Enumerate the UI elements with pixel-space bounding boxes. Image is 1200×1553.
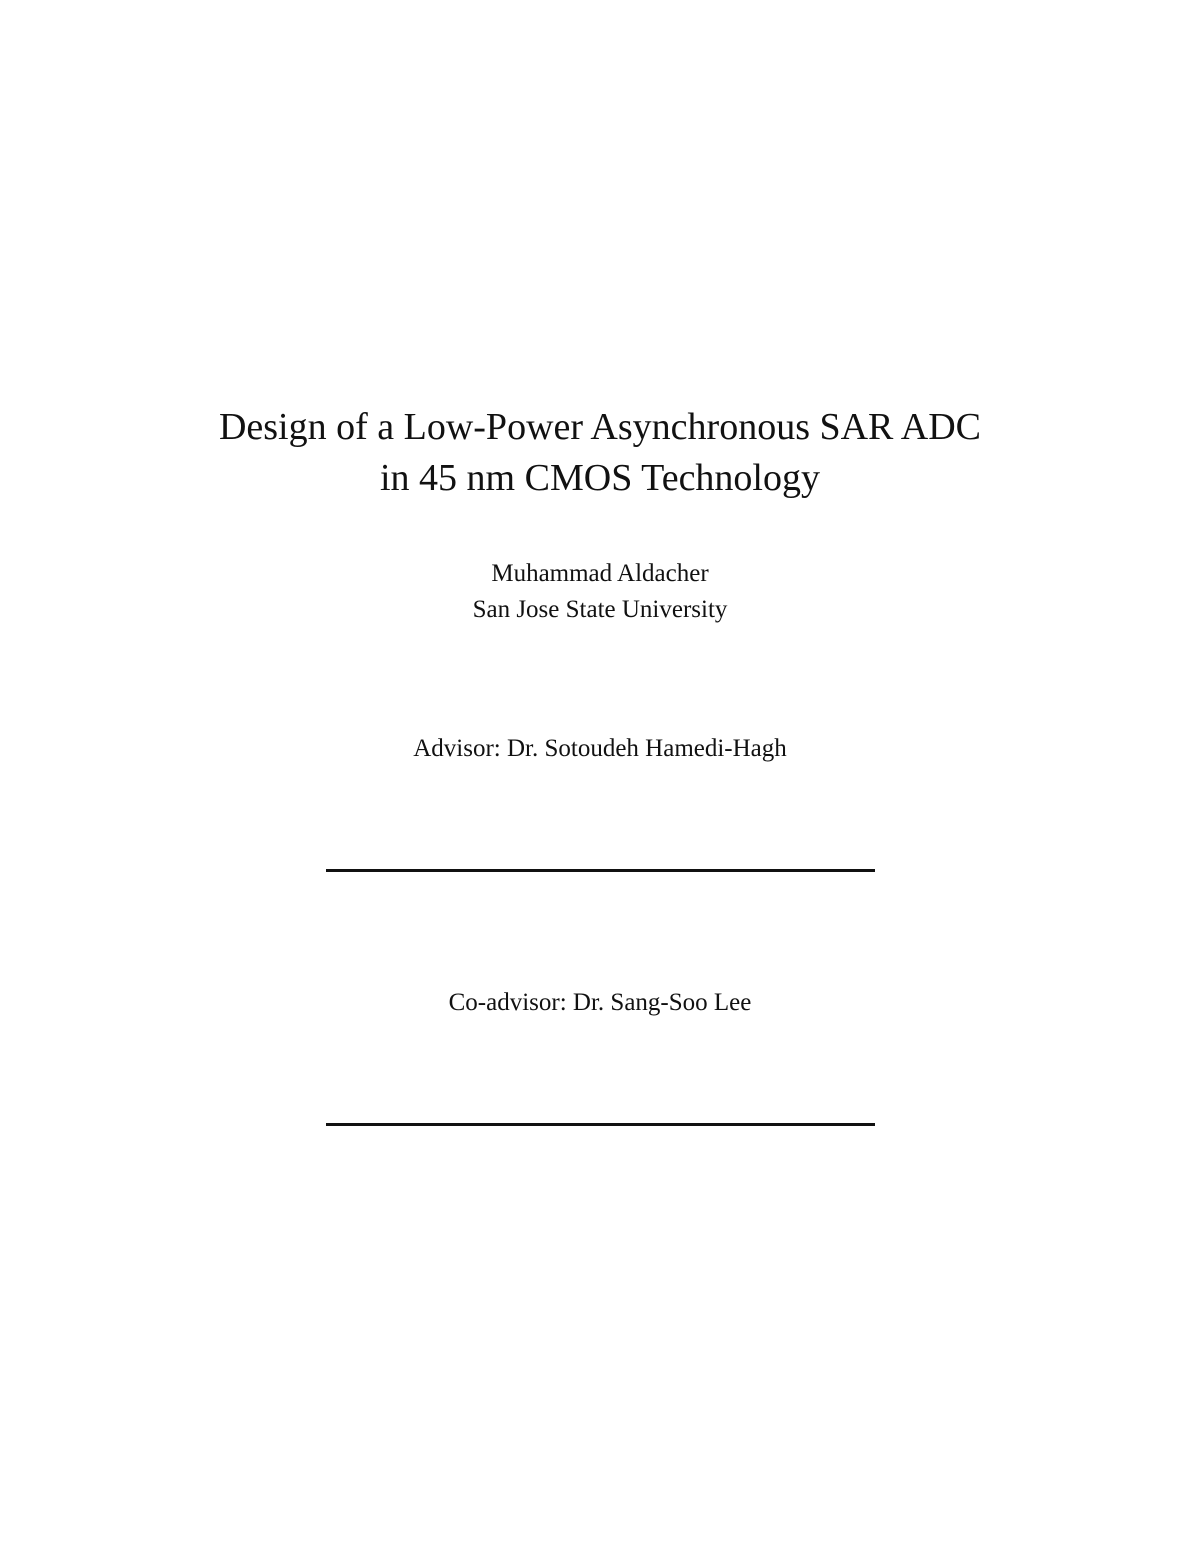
- author-name: Muhammad Aldacher: [491, 560, 709, 587]
- author-affiliation: San Jose State University: [472, 596, 728, 623]
- title-line-1: Design of a Low-Power Asynchronous SAR ADC: [218, 406, 982, 448]
- title-line-2: in 45 nm CMOS Technology: [380, 457, 820, 499]
- coadvisor-label: Co-advisor: Dr. Sang-Soo Lee: [448, 989, 752, 1016]
- coadvisor-signature-line: [326, 1123, 875, 1126]
- advisor-label: Advisor: Dr. Sotoudeh Hamedi-Hagh: [413, 735, 787, 762]
- advisor-signature-line: [326, 869, 875, 872]
